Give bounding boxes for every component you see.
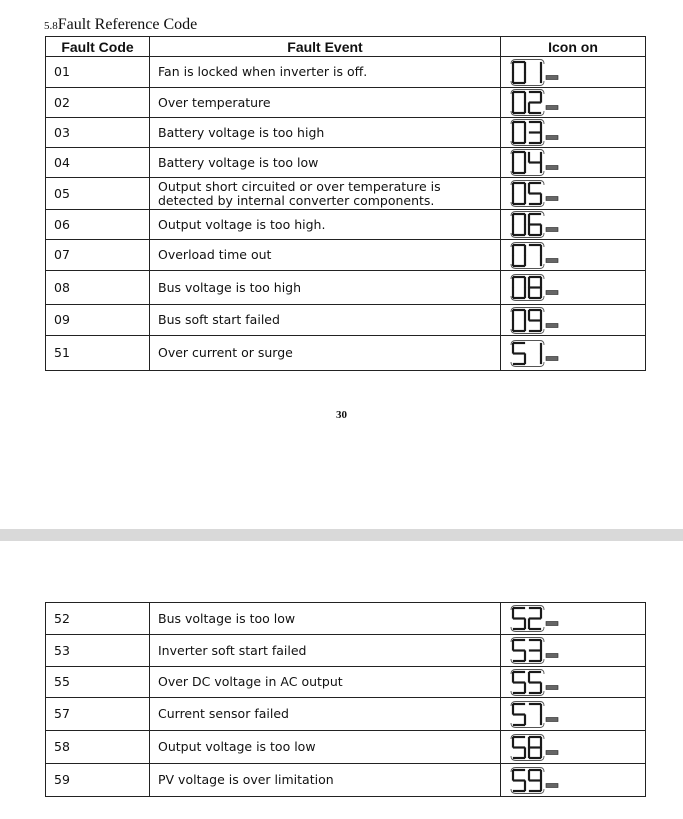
table-row [46, 603, 646, 635]
table-header-row [46, 37, 646, 57]
fault-event-cell: Fan is locked when inverter is off. [150, 57, 501, 88]
table-row [46, 57, 646, 88]
icon-cell [501, 603, 646, 635]
lcd-fault-icon-03 [509, 118, 561, 147]
page-number: 30 [336, 409, 347, 421]
section-heading [44, 15, 197, 35]
fault-code-cell: 09 [46, 305, 150, 336]
header-fault-event: Fault Event [150, 37, 501, 57]
fault-event-cell: PV voltage is over limitation [150, 764, 501, 797]
table-row [46, 148, 646, 178]
icon-cell [501, 57, 646, 88]
lcd-fault-icon-05 [509, 179, 561, 208]
fault-event-cell: Battery voltage is too high [150, 118, 501, 148]
lcd-fault-icon-52 [509, 604, 561, 633]
lcd-fault-icon-07 [509, 241, 561, 270]
icon-cell [501, 635, 646, 667]
lcd-fault-icon-08 [509, 273, 561, 302]
fault-reference-table-continued [45, 602, 646, 797]
icon-cell [501, 88, 646, 118]
fault-code-cell: 01 [46, 57, 150, 88]
icon-cell [501, 336, 646, 371]
fault-event-cell: Inverter soft start failed [150, 635, 501, 667]
fault-event-cell: Output short circuited or over temperature is detected by internal converter components. [150, 178, 501, 210]
fault-code-cell: 53 [46, 635, 150, 667]
icon-cell [501, 698, 646, 731]
fault-code-cell: 06 [46, 210, 150, 240]
fault-code-cell: 52 [46, 603, 150, 635]
fault-code-cell: 08 [46, 271, 150, 305]
fault-event-cell: Battery voltage is too low [150, 148, 501, 178]
fault-code-cell: 07 [46, 240, 150, 271]
section-number: 5.8 [44, 20, 58, 32]
fault-event-cell: Over current or surge [150, 336, 501, 371]
header-fault-code: Fault Code [46, 37, 150, 57]
lcd-fault-icon-09 [509, 306, 561, 335]
table-row [46, 240, 646, 271]
icon-cell [501, 148, 646, 178]
fault-event-cell: Current sensor failed [150, 698, 501, 731]
lcd-fault-icon-57 [509, 700, 561, 729]
section-title: Fault Reference Code [57, 16, 198, 33]
fault-code-cell: 58 [46, 731, 150, 764]
lcd-fault-icon-55 [509, 668, 561, 697]
lcd-fault-icon-51 [509, 339, 561, 368]
header-icon-on: Icon on [501, 37, 646, 57]
fault-event-cell: Bus voltage is too low [150, 603, 501, 635]
fault-event-cell: Over temperature [150, 88, 501, 118]
icon-cell [501, 240, 646, 271]
fault-reference-table [45, 36, 646, 371]
fault-code-cell: 03 [46, 118, 150, 148]
fault-code-cell: 04 [46, 148, 150, 178]
fault-code-cell: 02 [46, 88, 150, 118]
icon-cell [501, 667, 646, 698]
lcd-fault-icon-02 [509, 88, 561, 117]
table-row [46, 698, 646, 731]
icon-cell [501, 210, 646, 240]
table-row [46, 336, 646, 371]
fault-code-cell: 05 [46, 178, 150, 210]
fault-code-cell: 59 [46, 764, 150, 797]
table-row [46, 118, 646, 148]
lcd-fault-icon-06 [509, 210, 561, 239]
table-row [46, 88, 646, 118]
table-row [46, 667, 646, 698]
icon-cell [501, 305, 646, 336]
fault-code-cell: 55 [46, 667, 150, 698]
lcd-fault-icon-59 [509, 766, 561, 795]
table-row [46, 210, 646, 240]
lcd-fault-icon-01 [509, 58, 561, 87]
fault-event-cell: Output voltage is too low [150, 731, 501, 764]
table-row [46, 178, 646, 210]
fault-event-cell: Bus voltage is too high [150, 271, 501, 305]
fault-event-cell: Over DC voltage in AC output [150, 667, 501, 698]
table-row [46, 271, 646, 305]
icon-cell [501, 271, 646, 305]
icon-cell [501, 118, 646, 148]
fault-code-cell: 51 [46, 336, 150, 371]
lcd-fault-icon-53 [509, 636, 561, 665]
fault-code-cell: 57 [46, 698, 150, 731]
fault-event-cell: Bus soft start failed [150, 305, 501, 336]
lcd-fault-icon-58 [509, 733, 561, 762]
icon-cell [501, 764, 646, 797]
fault-event-cell: Output voltage is too high. [150, 210, 501, 240]
page-separator [0, 529, 683, 541]
table-row [46, 305, 646, 336]
icon-cell [501, 731, 646, 764]
table-row [46, 635, 646, 667]
icon-cell [501, 178, 646, 210]
fault-event-cell: Overload time out [150, 240, 501, 271]
lcd-fault-icon-04 [509, 148, 561, 177]
table-row [46, 764, 646, 797]
table-row [46, 731, 646, 764]
